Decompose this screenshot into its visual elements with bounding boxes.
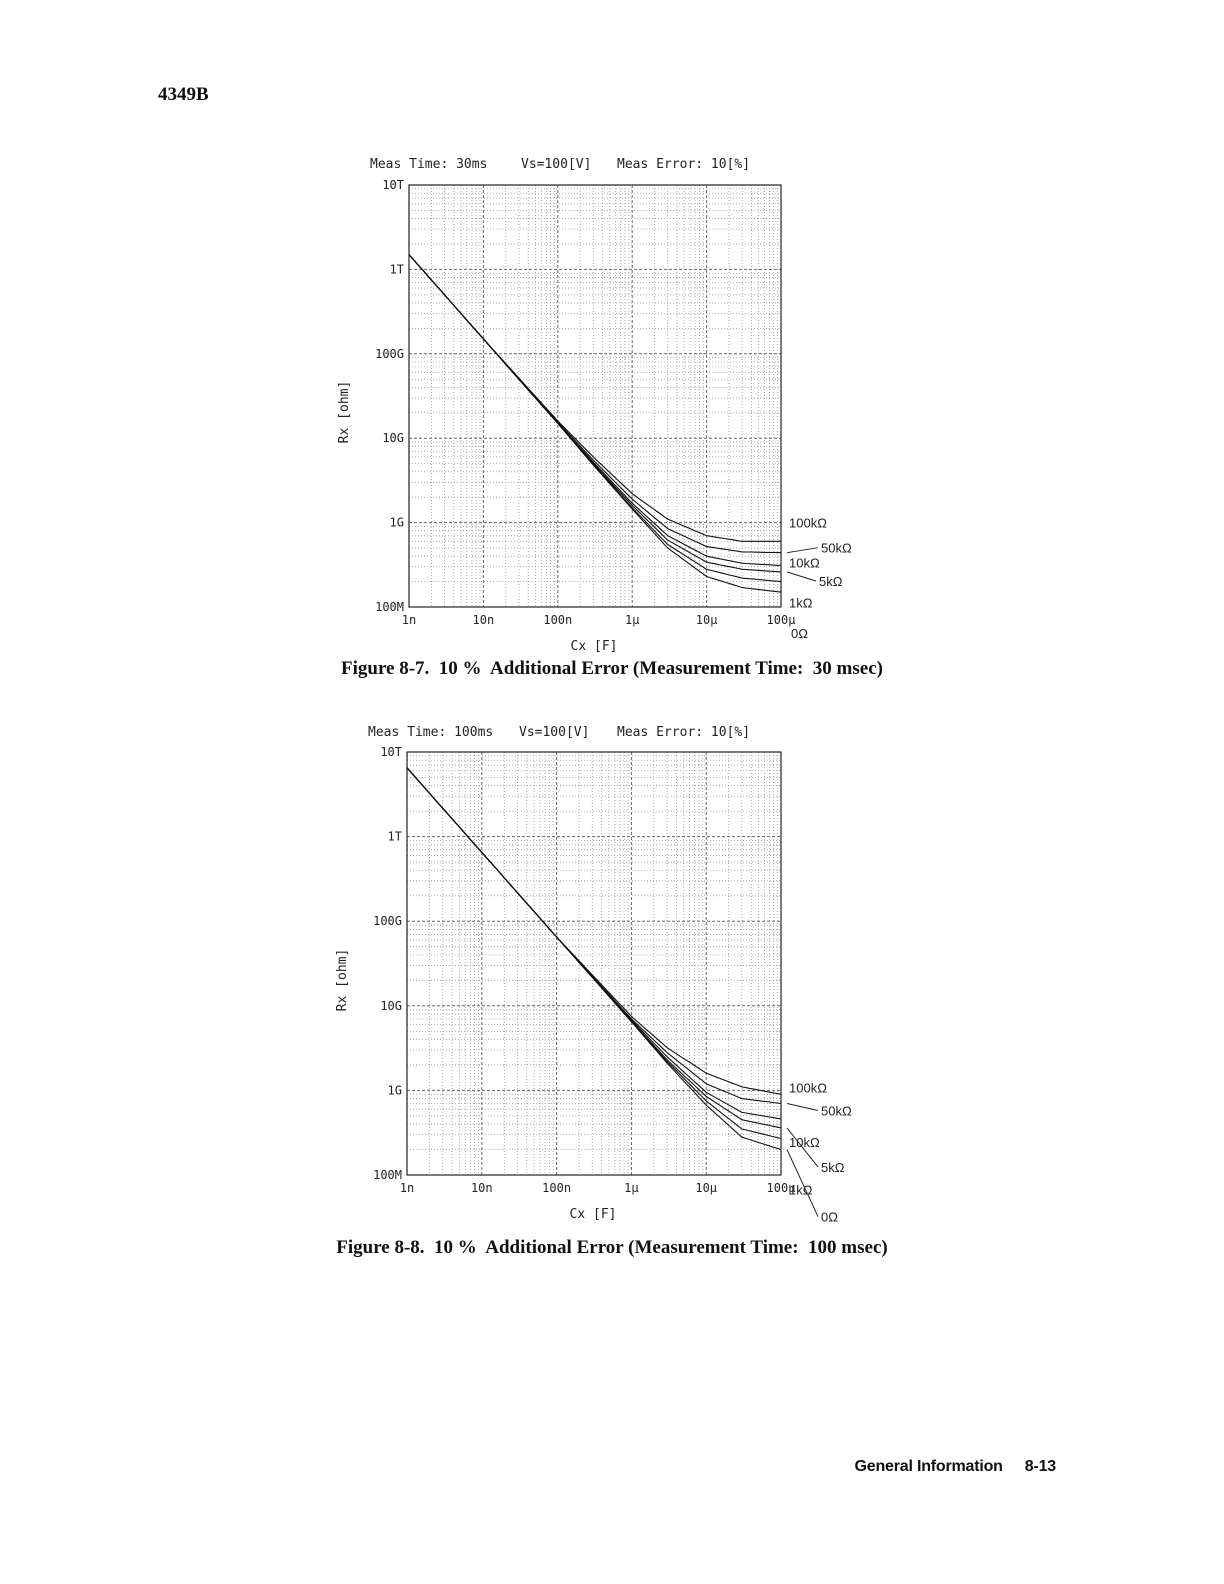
series-label: 100kΩ xyxy=(789,515,827,531)
meas-time-param: Meas Time: 100ms xyxy=(368,725,494,740)
footer-section: General Information xyxy=(854,1458,1003,1475)
x-tick-label: 10μ xyxy=(695,1181,718,1195)
x-tick-label: 100μ xyxy=(766,1181,796,1195)
series-label: 50kΩ xyxy=(821,1103,852,1119)
y-tick-label: 1G xyxy=(387,1083,402,1098)
y-axis-label: Rx [ohm] xyxy=(335,948,350,1012)
x-axis-label: Cx [F] xyxy=(569,1207,617,1222)
y-tick-label: 100M xyxy=(375,600,404,614)
x-axis-label: Cx [F] xyxy=(570,639,618,654)
plot-frame xyxy=(407,752,781,1175)
series-line xyxy=(409,255,781,582)
footer-page-number: 8-13 xyxy=(1024,1458,1056,1475)
y-tick-label: 1T xyxy=(389,262,404,277)
figure-caption-8-8: Figure 8-8. 10 % Additional Error (Measurement Time: 100 msec) xyxy=(336,1237,888,1258)
y-tick-label: 1G xyxy=(389,515,404,530)
x-tick-label: 1μ xyxy=(624,613,640,627)
curve-leader-line xyxy=(787,1104,818,1111)
series-line xyxy=(409,255,781,553)
series-label: 5kΩ xyxy=(821,1159,845,1175)
series-line xyxy=(409,255,781,573)
series-label: 50kΩ xyxy=(821,540,852,556)
series-label: 1kΩ xyxy=(789,595,813,611)
curve-leader-line xyxy=(787,572,816,581)
vs-param: Vs=100[V] xyxy=(519,725,590,740)
plot-frame xyxy=(409,185,781,607)
chart-figure-8-7 xyxy=(0,140,1224,655)
y-tick-label: 1T xyxy=(387,829,402,844)
series-label: 10kΩ xyxy=(789,1134,820,1150)
x-tick-label: 100n xyxy=(543,613,573,627)
y-tick-label: 100G xyxy=(375,346,404,361)
y-tick-label: 10T xyxy=(380,745,402,759)
series-label: 5kΩ xyxy=(819,573,843,589)
series-label: 0Ω xyxy=(821,1209,838,1225)
series-line xyxy=(407,768,781,1139)
series-label: 100kΩ xyxy=(789,1080,827,1096)
x-tick-label: 1n xyxy=(399,1181,415,1195)
series-label: 10kΩ xyxy=(789,555,820,571)
y-axis-label: Rx [ohm] xyxy=(337,380,352,444)
series-line xyxy=(407,768,781,1119)
series-label: 0Ω xyxy=(791,626,808,642)
header-model: 4349B xyxy=(158,84,209,105)
series-line xyxy=(407,768,781,1128)
x-tick-label: 100μ xyxy=(766,613,796,627)
x-tick-label: 100n xyxy=(542,1181,572,1195)
curve-leader-line xyxy=(787,548,818,553)
y-tick-label: 100M xyxy=(373,1168,402,1182)
meas-error-param: Meas Error: 10[%] xyxy=(617,725,751,740)
y-tick-label: 100G xyxy=(373,914,402,929)
series-line xyxy=(409,255,781,566)
series-label: 1kΩ xyxy=(789,1182,813,1198)
x-tick-label: 10n xyxy=(470,1181,493,1195)
x-tick-label: 10μ xyxy=(695,613,718,627)
figure-caption-8-7: Figure 8-7. 10 % Additional Error (Measurement Time: 30 msec) xyxy=(341,658,883,679)
page-footer xyxy=(855,1458,1056,1476)
series-line xyxy=(407,768,781,1104)
y-tick-label: 10G xyxy=(382,431,404,446)
x-tick-label: 10n xyxy=(472,613,495,627)
x-tick-label: 1n xyxy=(401,613,417,627)
vs-param: Vs=100[V] xyxy=(521,157,592,172)
meas-error-param: Meas Error: 10[%] xyxy=(617,157,751,172)
series-line xyxy=(407,768,781,1095)
x-tick-label: 1μ xyxy=(624,1181,639,1195)
chart-figure-8-8 xyxy=(0,710,1224,1225)
series-line xyxy=(407,768,781,1150)
y-tick-label: 10G xyxy=(380,998,402,1013)
y-tick-label: 10T xyxy=(382,178,404,192)
meas-time-param: Meas Time: 30ms xyxy=(370,157,488,172)
